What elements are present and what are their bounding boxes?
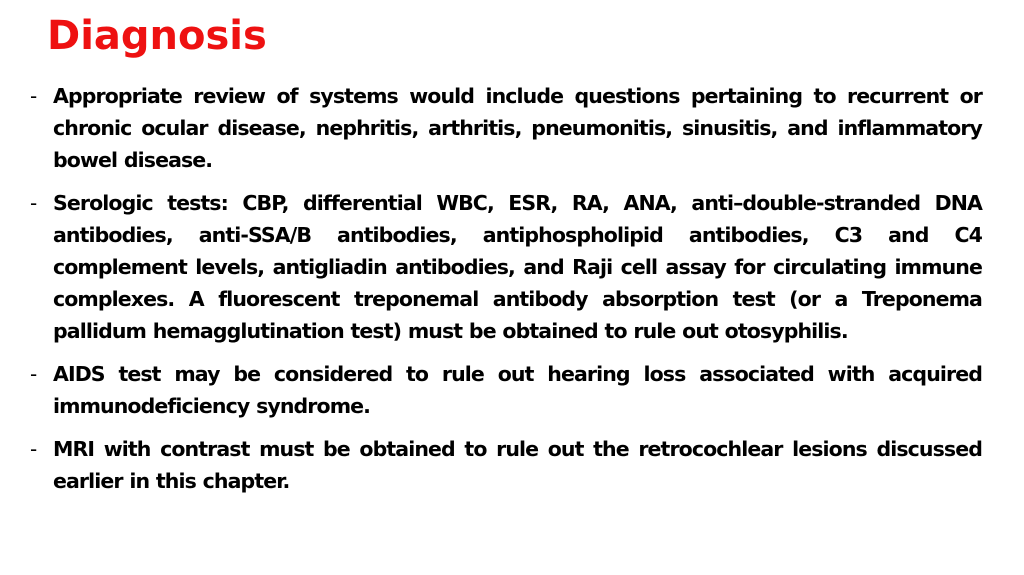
bullet-item (30, 187, 982, 347)
bullet-item (30, 433, 982, 497)
bullet-text: Appropriate review of systems would include questions pertaining to recurrent or chronic ocular disease, nephritis, arthritis, pneumonitis, sinusitis, and inflammatory bowel disease. (53, 84, 982, 172)
bullet-dash-icon: - (30, 84, 38, 108)
bullet-dash-icon: - (30, 437, 38, 461)
bullet-item (30, 358, 982, 422)
bullet-item (30, 80, 982, 176)
bullet-text: AIDS test may be considered to rule out hearing loss associated with acquired immunodeficiency syndrome. (53, 362, 982, 418)
bullet-list (30, 80, 982, 508)
bullet-dash-icon: - (30, 191, 38, 215)
bullet-text: MRI with contrast must be obtained to rule out the retrocochlear lesions discussed earlier in this chapter. (53, 437, 982, 493)
bullet-dash-icon: - (30, 362, 38, 386)
slide-title: Diagnosis (47, 13, 267, 59)
bullet-text: Serologic tests: CBP, differential WBC, ESR, RA, ANA, anti–double-stranded DNA antibodies, anti-SSA/B antibodies, antiphospholipid antibodies, C3 and C4 complement levels, antigliadin antibodies, and Raji cell assay for circulating immune complexes. A fluorescent treponemal antibody absorption test (or a Treponema pallidum hemagglutination test) must be obtained to rule out otosyphilis. (53, 191, 982, 343)
